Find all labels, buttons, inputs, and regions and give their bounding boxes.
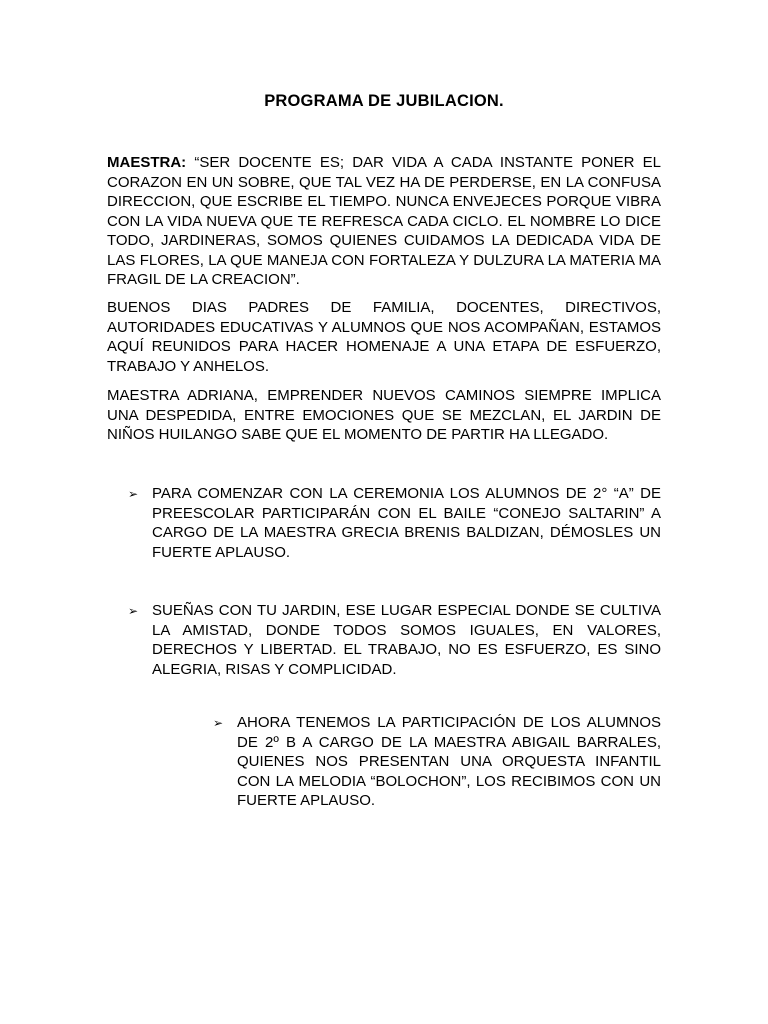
bullet-item: [128, 484, 661, 562]
paragraph-greeting: BUENOS DIAS PADRES DE FAMILIA, DOCENTES, DIRECTIVOS, AUTORIDADES EDUCATIVAS Y ALUMNOS QUE NOS ACOMPAÑAN, ESTAMOS AQUÍ REUNIDOS PARA HACER HOMENAJE A UNA ETAPA DE ESFUERZO, TRABAJO Y ANHELOS.: [107, 299, 661, 375]
paragraph-maestra-quote: [107, 153, 661, 290]
paragraph-farewell: MAESTRA ADRIANA, EMPRENDER NUEVOS CAMINOS SIEMPRE IMPLICA UNA DESPEDIDA, ENTRE EMOCIONES QUE SE MEZCLAN, EL JARDIN DE NIÑOS HUILANGO SABE QUE EL MOMENTO DE PARTIR HA LLEGADO.: [107, 387, 661, 443]
document-title: PROGRAMA DE JUBILACION.: [264, 92, 504, 110]
bullet-item: [213, 713, 661, 811]
arrow-bullet-icon: ➢: [213, 716, 224, 730]
bullet-item: [128, 601, 661, 679]
paragraph-text: “SER DOCENTE ES; DAR VIDA A CADA INSTANTE PONER EL CORAZON EN UN SOBRE, QUE TAL VEZ HA DE PERDERSE, EN LA CONFUSA DIRECCION, QUE ESCRIBE EL TIEMPO. NUNCA ENVEJECES PORQUE VIBRA CON LA VIDA NUEVA QUE TE REFRESCA CADA CICLO. EL NOMBRE LO DICE TODO, JARDINERAS, SOMOS QUIENES CUIDAMOS LA DEDICADA VIDA DE LAS FLORES, LA QUE MANEJA CON FORTALEZA Y DULZURA LA MATERIA MA FRAGIL DE LA CREACION”.: [107, 154, 661, 288]
arrow-bullet-icon: ➢: [128, 604, 139, 618]
arrow-bullet-icon: ➢: [128, 487, 139, 501]
bullet-text: PARA COMENZAR CON LA CEREMONIA LOS ALUMNOS DE 2° “A” DE PREESCOLAR PARTICIPARÁN CON EL BAILE “CONEJO SALTARIN” A CARGO DE LA MAESTRA GRECIA BRENIS BALDIZAN, DÉMOSLES UN FUERTE APLAUSO.: [152, 485, 661, 561]
bullet-text: AHORA TENEMOS LA PARTICIPACIÓN DE LOS ALUMNOS DE 2º B A CARGO DE LA MAESTRA ABIGAIL BARRALES, QUIENES NOS PRESENTAN UNA ORQUESTA INFANTIL CON LA MELODIA “BOLOCHON”, LOS RECIBIMOS CON UN FUERTE APLAUSO.: [237, 714, 661, 809]
paragraph-lead-label: MAESTRA:: [107, 154, 187, 171]
bullet-text: SUEÑAS CON TU JARDIN, ESE LUGAR ESPECIAL DONDE SE CULTIVA LA AMISTAD, DONDE TODOS SOMOS IGUALES, EN VALORES, DERECHOS Y LIBERTAD. EL TRABAJO, NO ES ESFUERZO, ES SINO ALEGRIA, RISAS Y COMPLICIDAD.: [152, 602, 661, 678]
